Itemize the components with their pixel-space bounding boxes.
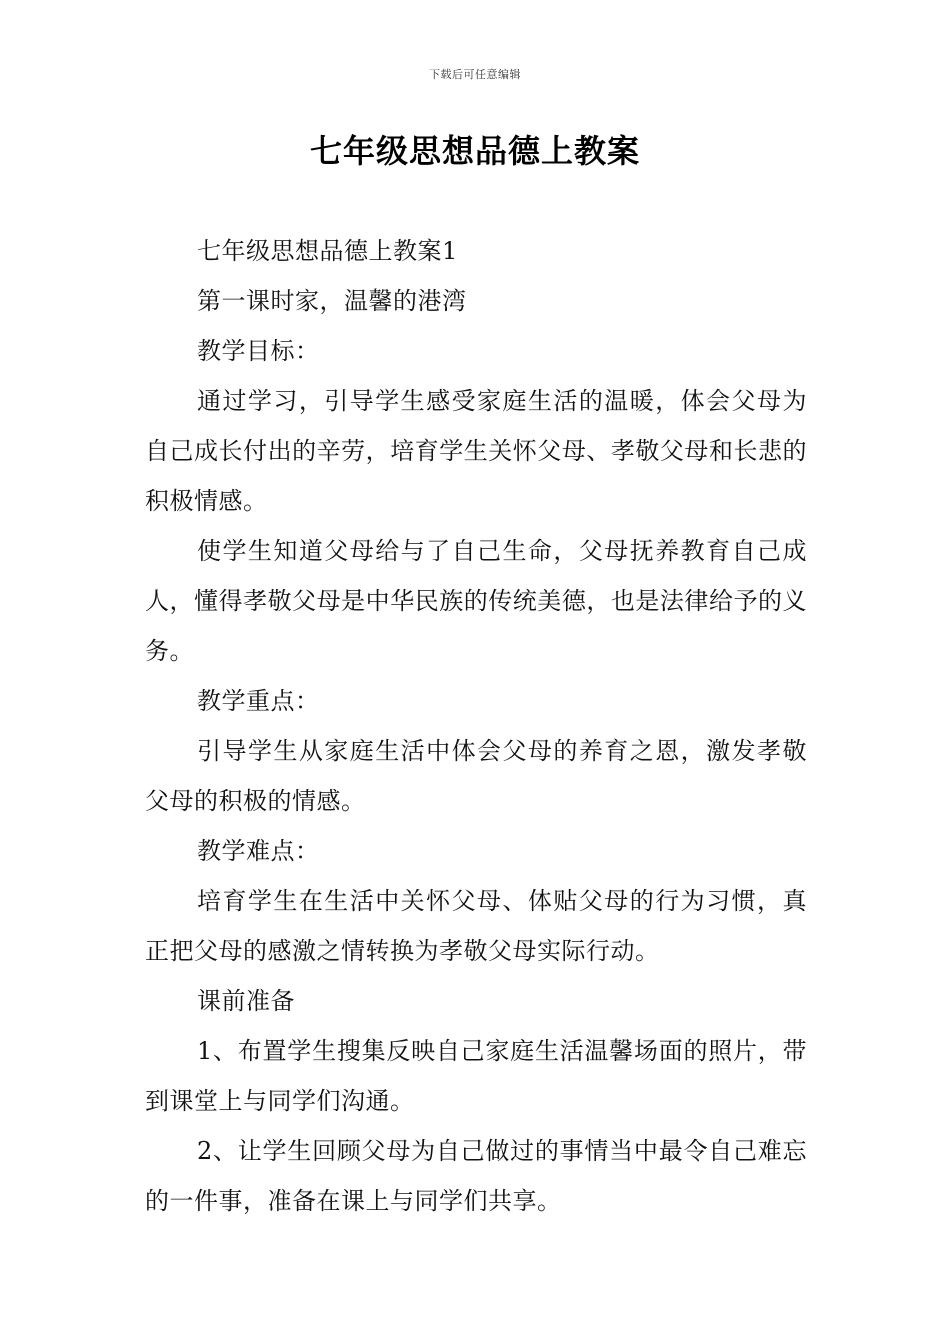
- preparation-item-1: 1、布置学生搜集反映自己家庭生活温馨场面的照片，带到课堂上与同学们沟通。: [145, 1037, 807, 1115]
- document-title: 七年级思想品德上教案: [309, 132, 640, 170]
- section-heading-objectives: 教学目标：: [197, 337, 320, 365]
- difficulties-paragraph: 培育学生在生活中关怀父母、体贴父母的行为习惯，真正把父母的感激之情转换为孝敬父母实际行动。: [145, 887, 807, 965]
- section-heading-preparation: 课前准备: [197, 987, 295, 1015]
- section-heading-difficulties: 教学难点：: [197, 837, 320, 865]
- key-points-paragraph: 引导学生从家庭生活中体会父母的养育之恩，激发孝敬父母的积极的情感。: [145, 737, 807, 815]
- section-heading-key-points: 教学重点：: [197, 687, 320, 715]
- header-note: 下载后可任意编辑: [429, 68, 521, 81]
- objective-paragraph-1: 通过学习，引导学生感受家庭生活的温暖，体会父母为自己成长付出的辛劳，培育学生关怀父母、孝敬父母和长悲的积极情感。: [145, 387, 807, 515]
- document-body: [145, 226, 807, 1226]
- lesson-title: 第一课时家，温馨的港湾: [197, 287, 467, 315]
- lesson-plan-heading: 七年级思想品德上教案1: [197, 237, 458, 265]
- preparation-item-2: 2、让学生回顾父母为自己做过的事情当中最令自己难忘的一件事，准备在课上与同学们共享。: [145, 1137, 807, 1215]
- objective-paragraph-2: 使学生知道父母给与了自己生命，父母抚养教育自己成人，懂得孝敬父母是中华民族的传统美德，也是法律给予的义务。: [145, 537, 807, 665]
